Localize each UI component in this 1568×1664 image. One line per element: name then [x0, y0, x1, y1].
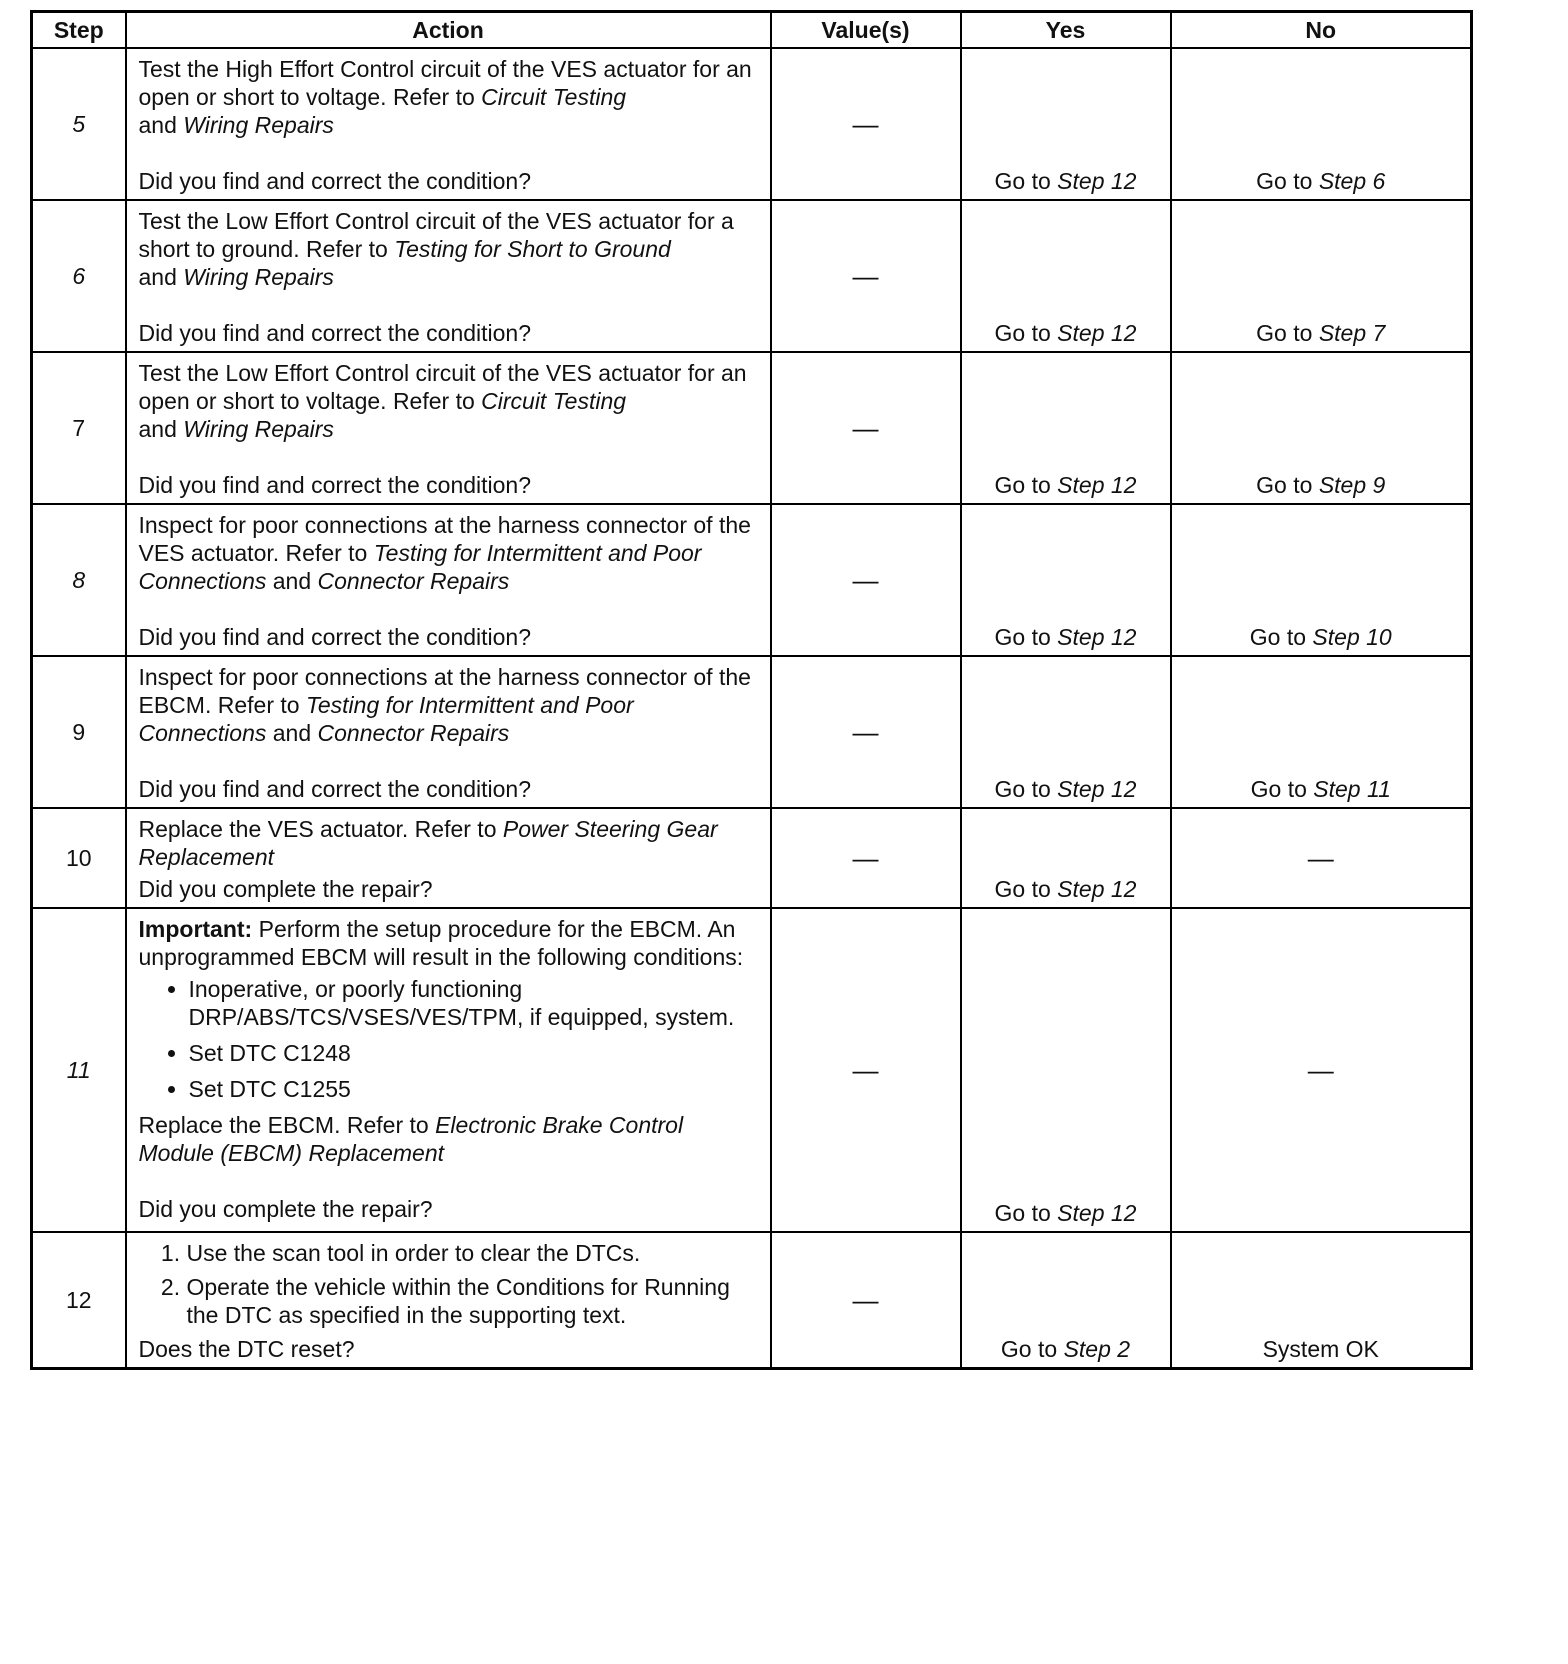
- list-item: • Inoperative, or poorly functioning DRP/ABS/TCS/VSES/VES/TPM, if equipped, system.: [189, 975, 760, 1031]
- action-cell: [126, 352, 771, 504]
- no-cell: —: [1171, 808, 1472, 908]
- no-cell: Go to Step 7: [1171, 200, 1472, 352]
- header-row: [32, 12, 1472, 49]
- action-question: Did you find and correct the condition?: [138, 472, 532, 498]
- action-question: Did you find and correct the condition?: [138, 168, 532, 194]
- list-item: 1. Use the scan tool in order to clear the DTCs.: [187, 1239, 760, 1267]
- action-text: Test the Low Effort Control circuit of the VES actuator for an open or short to voltage. Refer to Circuit Testing and Wiring Repairs: [138, 360, 747, 442]
- no-cell: Go to Step 6: [1171, 48, 1472, 200]
- value-cell: —: [771, 352, 961, 504]
- action-text: Test the Low Effort Control circuit of the VES actuator for a short to ground. Refer to Testing for Short to Ground and Wiring Repairs: [138, 208, 734, 290]
- list-item: • Set DTC C1248: [189, 1039, 760, 1067]
- condition-list: [139, 975, 760, 1103]
- table-row: [32, 48, 1472, 200]
- step-number: 12: [32, 1232, 126, 1369]
- action-text: Inspect for poor connections at the harness connector of the EBCM. Refer to Testing for Intermittent and Poor Connections and Connector Repairs: [138, 664, 751, 746]
- no-cell: —: [1171, 908, 1472, 1232]
- yes-cell: Go to Step 12: [961, 908, 1171, 1232]
- diagnostic-table: [30, 10, 1473, 1370]
- action-text: Test the High Effort Control circuit of the VES actuator for an open or short to voltage. Refer to Circuit Testing and Wiring Repairs: [138, 56, 752, 138]
- step-number: 7: [32, 352, 126, 504]
- reference-link: Wiring Repairs: [183, 112, 334, 138]
- procedure-list: [139, 1239, 760, 1329]
- reference-link: Wiring Repairs: [183, 264, 334, 290]
- important-label: Important:: [138, 916, 253, 942]
- reference-link: Circuit Testing: [481, 84, 627, 110]
- action-cell: [126, 656, 771, 808]
- header-yes: Yes: [961, 12, 1171, 49]
- no-cell: Go to Step 10: [1171, 504, 1472, 656]
- action-question: Did you complete the repair?: [138, 876, 433, 902]
- reference-link: Testing for Short to Ground: [394, 236, 671, 262]
- header-action: Action: [126, 12, 771, 49]
- yes-cell: Go to Step 12: [961, 200, 1171, 352]
- value-cell: —: [771, 504, 961, 656]
- action-cell: [126, 808, 771, 908]
- no-cell: Go to Step 9: [1171, 352, 1472, 504]
- no-cell: Go to Step 11: [1171, 656, 1472, 808]
- header-step: Step: [32, 12, 126, 49]
- table-row: [32, 808, 1472, 908]
- table-row: [32, 504, 1472, 656]
- table-row: [32, 656, 1472, 808]
- table-row: [32, 200, 1472, 352]
- action-question: Does the DTC reset?: [138, 1336, 355, 1362]
- yes-cell: Go to Step 12: [961, 504, 1171, 656]
- yes-cell: Go to Step 12: [961, 48, 1171, 200]
- action-cell: [126, 48, 771, 200]
- reference-link: Connector Repairs: [317, 568, 510, 594]
- step-number: 6: [32, 200, 126, 352]
- yes-cell: Go to Step 2: [961, 1232, 1171, 1369]
- action-question: Did you find and correct the condition?: [138, 320, 532, 346]
- yes-cell: Go to Step 12: [961, 808, 1171, 908]
- step-number: 10: [32, 808, 126, 908]
- step-number: 9: [32, 656, 126, 808]
- action-text: Replace the VES actuator. Refer to Power Steering Gear Replacement: [138, 816, 718, 870]
- action-question: Did you find and correct the condition?: [138, 624, 532, 650]
- action-question: Did you find and correct the condition?: [138, 776, 532, 802]
- value-cell: —: [771, 48, 961, 200]
- action-cell: [126, 504, 771, 656]
- header-no: No: [1171, 12, 1472, 49]
- value-cell: —: [771, 908, 961, 1232]
- table-row: [32, 1232, 1472, 1369]
- list-item: • Set DTC C1255: [189, 1075, 760, 1103]
- value-cell: —: [771, 656, 961, 808]
- reference-link: Testing for Intermittent and Poor Connections: [138, 540, 702, 594]
- reference-link: Circuit Testing: [481, 388, 627, 414]
- yes-cell: Go to Step 12: [961, 352, 1171, 504]
- table-row: [32, 908, 1472, 1232]
- list-item: 2. Operate the vehicle within the Conditions for Running the DTC as specified in the supporting text.: [187, 1273, 760, 1329]
- action-cell: [126, 908, 771, 1232]
- action-question: Did you complete the repair?: [138, 1196, 433, 1222]
- reference-link: Connector Repairs: [317, 720, 510, 746]
- step-number: 8: [32, 504, 126, 656]
- header-values: Value(s): [771, 12, 961, 49]
- reference-link: Electronic Brake Control Module (EBCM) Replacement: [138, 1112, 684, 1166]
- action-text: Inspect for poor connections at the harness connector of the VES actuator. Refer to Testing for Intermittent and Poor Connections and Connector Repairs: [138, 512, 751, 594]
- action-cell: [126, 200, 771, 352]
- step-number: 5: [32, 48, 126, 200]
- action-text: Replace the EBCM. Refer to Electronic Brake Control Module (EBCM) Replacement: [138, 1112, 684, 1166]
- value-cell: —: [771, 200, 961, 352]
- action-cell: [126, 1232, 771, 1369]
- value-cell: —: [771, 808, 961, 908]
- important-note: Important: Perform the setup procedure for the EBCM. An unprogrammed EBCM will result in the following conditions:: [138, 916, 744, 970]
- no-cell: System OK: [1171, 1232, 1472, 1369]
- yes-cell: Go to Step 12: [961, 656, 1171, 808]
- reference-link: Testing for Intermittent and Poor Connections: [138, 692, 634, 746]
- table-row: [32, 352, 1472, 504]
- step-number: 11: [32, 908, 126, 1232]
- value-cell: —: [771, 1232, 961, 1369]
- reference-link: Wiring Repairs: [183, 416, 334, 442]
- reference-link: Power Steering Gear Replacement: [138, 816, 718, 870]
